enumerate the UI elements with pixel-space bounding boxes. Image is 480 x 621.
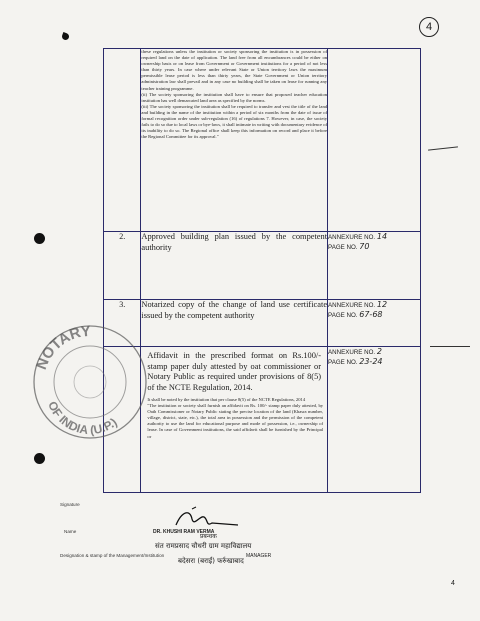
page-number: 67-68 (359, 310, 383, 319)
annexure-number: 14 (376, 232, 388, 241)
institution-address-hindi: बदेसरा (बराईं) फर्रुखाबाद (178, 557, 244, 565)
annexure-label: ANNEXURE NO. (328, 349, 376, 356)
row-number: 3. (104, 300, 141, 347)
name-label: Name (64, 529, 77, 534)
regulation-paragraph: (iii) The society sponsoring the institution shall be required to transfer and vest the title of the land and building in the name of the institution within a period of six months from the date of issue of formal recognition order under sub-regulation (16) of regulations 7. However, in case, the society fails to do so due to local laws or bye-laws, it shall intimate in writing with documentary evidence of its inability to do so. The Regional office shall keep this information on record and place it before the Regional Committee for its approval." (141, 103, 328, 140)
signature-label: Signature (60, 502, 80, 507)
margin-dash (428, 146, 458, 150)
page-number-circle: 4 (419, 17, 439, 37)
note-intro: It shall be noted by the institution that per clause 8(5) of the NCTE Regulations, 2014 (147, 397, 306, 402)
table-row (104, 232, 421, 300)
designation-value: MANAGER (246, 553, 272, 559)
page-label: PAGE NO. (328, 359, 358, 366)
institution-name-hindi: संत रामप्रसाद चौधरी ग्राम महाविद्यालय (155, 542, 252, 550)
annexure-label: ANNEXURE NO. (328, 302, 376, 309)
annexure-cell (328, 49, 421, 232)
punch-hole-middle (34, 233, 45, 244)
page-number: 70 (359, 242, 370, 251)
row-number: 2. (104, 232, 141, 300)
regulation-paragraph: these regulations unless the institution or society sponsoring the institution is in possession of required land on the date of application. The land free from all encumbrances could be either on ownership basis or on lease from Government or Government institutions for a period of not less than thirty years. In case where under relevant State or Union territory laws the maximum permissible lease period is less than thirty years, the State Government or Union territory administration law shall prevail and in any case no building shall be taken on lease for running any teacher training programme. (141, 49, 328, 91)
margin-dash (430, 346, 470, 347)
name-value: DR. KHUSHI RAM VERMA (153, 529, 215, 535)
affidavit-cell (141, 347, 328, 493)
row-title: Affidavit in the prescribed format on Rs.100/- stamp paper duly attested by oat commissioner or Notary Public as required under provisions of 8(5) of the NCTE Regulation, 2014. (147, 351, 322, 392)
table-row (104, 49, 421, 232)
stamp-text-top: NOTARY (33, 322, 92, 372)
name-hindi: प्रबन्धक (200, 533, 217, 540)
regulation-paragraph: (ii) The society sponsoring the institution shall have to ensure that proposed teacher education institution has well demarcated land area as specified by the norms. (141, 91, 328, 103)
annexure-cell (328, 232, 421, 300)
punch-hole-top (61, 32, 70, 41)
regulation-text-cell (141, 49, 328, 232)
row-title: Approved building plan issued by the competent authority (141, 232, 328, 300)
annexure-label: ANNEXURE NO. (328, 234, 376, 241)
row-title: Notarized copy of the change of land use certificate issued by the competent authority (141, 300, 328, 347)
annexure-number: 2 (376, 347, 382, 356)
notary-stamp (22, 310, 157, 445)
row-number-cell (104, 49, 141, 232)
annexure-cell (328, 347, 421, 493)
annexure-number: 12 (376, 300, 388, 309)
stamp-text-bottom: OF INDIA (U.P.) (45, 399, 120, 438)
annexure-cell (328, 300, 421, 347)
note-body: "The institution or society shall furnish an affidavit on Rs. 100/- stamp paper duly attested, by Oath Commissioner or Notary Public stating the precise location of the land (Khasra number, village, district, state, etc.), the total area in possession and the permission of the competent authority to use the land for educational purpose and mode of possession, i.e., ownership of lease. In case of Government institutions, the said affidavit shall be furnished by the Principal or (147, 403, 324, 439)
page-number-bottom: 4 (451, 580, 455, 587)
signature-mark (172, 505, 242, 531)
page-label: PAGE NO. (328, 244, 358, 251)
page-number: 23-24 (359, 357, 383, 366)
page-label: PAGE NO. (328, 312, 358, 319)
designation-label: Designation & stamp of the Management/Institution (60, 553, 165, 558)
punch-hole-lower (34, 453, 45, 464)
